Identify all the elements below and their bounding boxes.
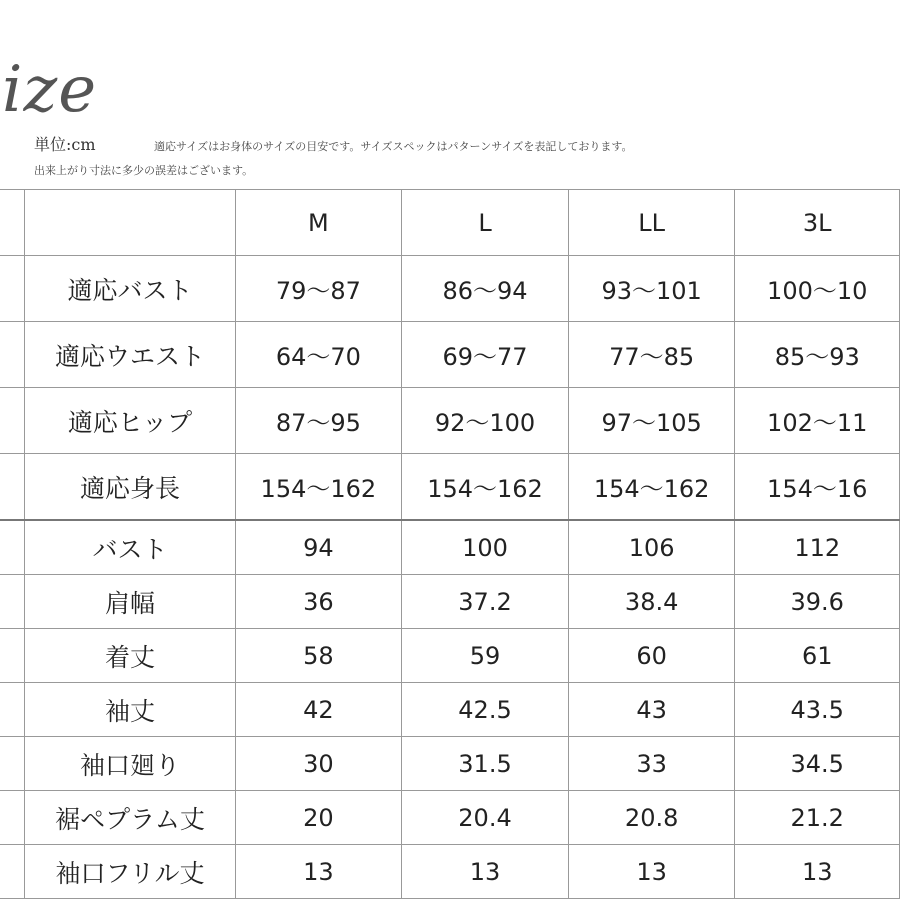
table-cell: 154〜162 [235, 454, 402, 521]
table-cell: 154〜162 [402, 454, 569, 521]
table-cell: 13 [235, 845, 402, 899]
table-cell: 30 [235, 737, 402, 791]
table-cell: 77〜85 [568, 322, 735, 388]
table-cell: 100 [402, 520, 569, 575]
table-cell: 79〜87 [235, 256, 402, 322]
table-cell: 64〜70 [235, 322, 402, 388]
row-gutter [0, 388, 25, 454]
table-header-row [0, 190, 900, 256]
table-cell: 94 [235, 520, 402, 575]
table-cell: 13 [402, 845, 569, 899]
table-cell: 58 [235, 629, 402, 683]
size-note-line-1: 適応サイズはお身体のサイズの目安です。サイズスペックはパターンサイズを表記しております。 [154, 140, 633, 153]
table-cell: 92〜100 [402, 388, 569, 454]
table-cell: 106 [568, 520, 735, 575]
table-row [0, 629, 900, 683]
table-cell: 86〜94 [402, 256, 569, 322]
table-cell: 20 [235, 791, 402, 845]
size-table [0, 189, 900, 899]
row-label: 袖口フリル丈 [25, 845, 235, 899]
table-cell: 31.5 [402, 737, 569, 791]
table-cell: 59 [402, 629, 569, 683]
size-chart-title: ize [2, 53, 98, 127]
table-cell: 42 [235, 683, 402, 737]
table-cell: 38.4 [568, 575, 735, 629]
table-cell: 93〜101 [568, 256, 735, 322]
table-cell: 13 [568, 845, 735, 899]
table-cell: 34.5 [735, 737, 900, 791]
table-cell: 20.8 [568, 791, 735, 845]
header-corner [25, 190, 235, 256]
column-header: M [235, 190, 402, 256]
table-cell: 87〜95 [235, 388, 402, 454]
unit-label: 単位:cm [34, 135, 96, 154]
table-row [0, 737, 900, 791]
table-cell: 85〜93 [735, 322, 900, 388]
column-header: LL [568, 190, 735, 256]
table-cell: 61 [735, 629, 900, 683]
table-cell: 20.4 [402, 791, 569, 845]
row-label: バスト [25, 520, 235, 575]
table-row [0, 520, 900, 575]
table-cell: 69〜77 [402, 322, 569, 388]
table-row [0, 454, 900, 521]
row-gutter [0, 845, 25, 899]
table-cell: 36 [235, 575, 402, 629]
row-gutter [0, 683, 25, 737]
row-label: 袖口廻り [25, 737, 235, 791]
table-cell: 43 [568, 683, 735, 737]
row-gutter [0, 322, 25, 388]
column-header: 3L [735, 190, 900, 256]
table-cell: 112 [735, 520, 900, 575]
table-cell: 154〜162 [568, 454, 735, 521]
row-label: 適応ウエスト [25, 322, 235, 388]
table-row [0, 256, 900, 322]
table-cell: 60 [568, 629, 735, 683]
row-label: 裾ペプラム丈 [25, 791, 235, 845]
table-cell: 21.2 [735, 791, 900, 845]
row-gutter [0, 791, 25, 845]
row-gutter [0, 629, 25, 683]
row-label: 肩幅 [25, 575, 235, 629]
table-cell: 39.6 [735, 575, 900, 629]
table-row [0, 388, 900, 454]
table-cell: 102〜11 [735, 388, 900, 454]
table-row [0, 683, 900, 737]
row-gutter [0, 575, 25, 629]
table-row [0, 575, 900, 629]
table-row [0, 845, 900, 899]
row-gutter [0, 737, 25, 791]
row-gutter [0, 190, 25, 256]
row-gutter [0, 454, 25, 521]
table-row [0, 322, 900, 388]
size-table-container [0, 189, 900, 899]
column-header: L [402, 190, 569, 256]
table-cell: 43.5 [735, 683, 900, 737]
table-cell: 37.2 [402, 575, 569, 629]
row-label: 適応ヒップ [25, 388, 235, 454]
table-cell: 33 [568, 737, 735, 791]
row-label: 適応バスト [25, 256, 235, 322]
row-label: 着丈 [25, 629, 235, 683]
table-cell: 97〜105 [568, 388, 735, 454]
row-label: 適応身長 [25, 454, 235, 521]
row-gutter [0, 520, 25, 575]
table-row [0, 791, 900, 845]
table-cell: 42.5 [402, 683, 569, 737]
table-cell: 13 [735, 845, 900, 899]
row-label: 袖丈 [25, 683, 235, 737]
table-cell: 100〜10 [735, 256, 900, 322]
size-note-line-2: 出来上がり寸法に多少の誤差はございます。 [34, 164, 254, 177]
row-gutter [0, 256, 25, 322]
table-cell: 154〜16 [735, 454, 900, 521]
